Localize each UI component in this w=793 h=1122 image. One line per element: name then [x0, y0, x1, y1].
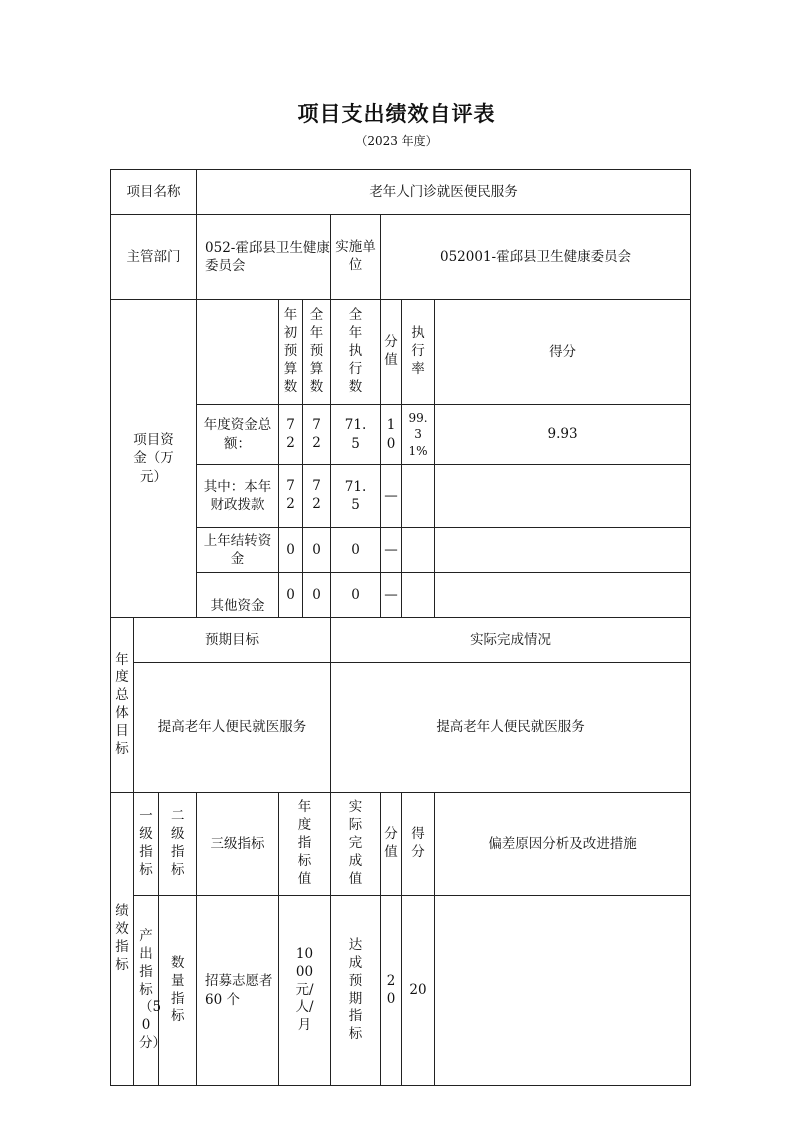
fund-score-value: 10 [381, 405, 402, 465]
header-level2: 二级指标 [159, 793, 197, 896]
indicator-deviation [435, 896, 691, 1086]
fund-initial: 72 [279, 465, 303, 528]
page-subtitle: （2023 年度） [355, 134, 438, 148]
fund-exec-rate [402, 465, 435, 528]
indicator-level3: 招募志愿者 60 个 [197, 896, 279, 1086]
header-level3: 三级指标 [197, 793, 279, 896]
actual-goal-header: 实际完成情况 [331, 618, 691, 663]
fund-initial: 0 [279, 528, 303, 573]
fund-exec-rate [402, 573, 435, 618]
goals-label: 年度总体目标 [111, 618, 134, 793]
self-evaluation-table [110, 169, 691, 1086]
fund-score-value: — [381, 465, 402, 528]
fund-executed: 71.5 [331, 465, 381, 528]
fund-row-label: 年度资金总额： [197, 405, 279, 465]
dept-label: 主管部门 [111, 215, 197, 300]
indicator-level1: 产出指标（50分） [134, 896, 159, 1086]
indicator-actual-value: 达成预期指标 [331, 896, 381, 1086]
indicators-label: 绩效指标 [111, 793, 134, 1086]
header-level1: 一级指标 [134, 793, 159, 896]
fund-executed: 71.5 [331, 405, 381, 465]
actual-goal: 提高老年人便民就医服务 [331, 663, 691, 793]
indicator-annual-value: 1000元/人/月 [279, 896, 331, 1086]
header-actual-value: 实际完成值 [331, 793, 381, 896]
fund-row-label: 其中：本年财政拨款 [197, 465, 279, 528]
project-name: 老年人门诊就医便民服务 [197, 170, 691, 215]
fund-initial: 72 [279, 405, 303, 465]
header-score-value: 分值 [381, 300, 402, 405]
header-score: 得分 [435, 300, 691, 405]
table-row [111, 528, 691, 573]
fund-score: 9.93 [435, 405, 691, 465]
table-row [111, 465, 691, 528]
table-row [111, 573, 691, 618]
fund-full-year: 0 [303, 573, 331, 618]
fund-exec-rate: 99.31% [402, 405, 435, 465]
expected-goal: 提高老年人便民就医服务 [134, 663, 331, 793]
header-annual-value: 年度指标值 [279, 793, 331, 896]
fund-full-year: 0 [303, 528, 331, 573]
indicator-score-value: 20 [381, 896, 402, 1086]
funds-header-blank [197, 300, 279, 405]
impl-value: 052001-霍邱县卫生健康委员会 [381, 215, 691, 300]
fund-score-value: — [381, 528, 402, 573]
impl-label: 实施单位 [331, 215, 381, 300]
fund-row-label: 其他资金 [197, 573, 279, 618]
header-exec-rate: 执行率 [402, 300, 435, 405]
fund-score [435, 528, 691, 573]
fund-executed: 0 [331, 528, 381, 573]
indicator-score: 20 [402, 896, 435, 1086]
header-full-year-budget: 全年预算数 [303, 300, 331, 405]
header-ind-score-value: 分值 [381, 793, 402, 896]
fund-row-label: 上年结转资金 [197, 528, 279, 573]
fund-score [435, 465, 691, 528]
project-name-label: 项目名称 [111, 170, 197, 215]
header-executed: 全年执行数 [331, 300, 381, 405]
header-ind-score: 得分 [402, 793, 435, 896]
dept-value: 052-霍邱县卫生健康委员会 [197, 215, 331, 300]
header-deviation: 偏差原因分析及改进措施 [435, 793, 691, 896]
fund-full-year: 72 [303, 465, 331, 528]
table-row [111, 896, 691, 1086]
funds-label: 项目资金（万元） [111, 300, 197, 618]
fund-initial: 0 [279, 573, 303, 618]
fund-full-year: 72 [303, 405, 331, 465]
indicator-level2: 数量指标 [159, 896, 197, 1086]
table-row [111, 405, 691, 465]
page-title: 项目支出绩效自评表 [297, 101, 496, 126]
fund-score-value: — [381, 573, 402, 618]
fund-exec-rate [402, 528, 435, 573]
expected-goal-header: 预期目标 [134, 618, 331, 663]
header-initial-budget: 年初预算数 [279, 300, 303, 405]
fund-executed: 0 [331, 573, 381, 618]
fund-score [435, 573, 691, 618]
